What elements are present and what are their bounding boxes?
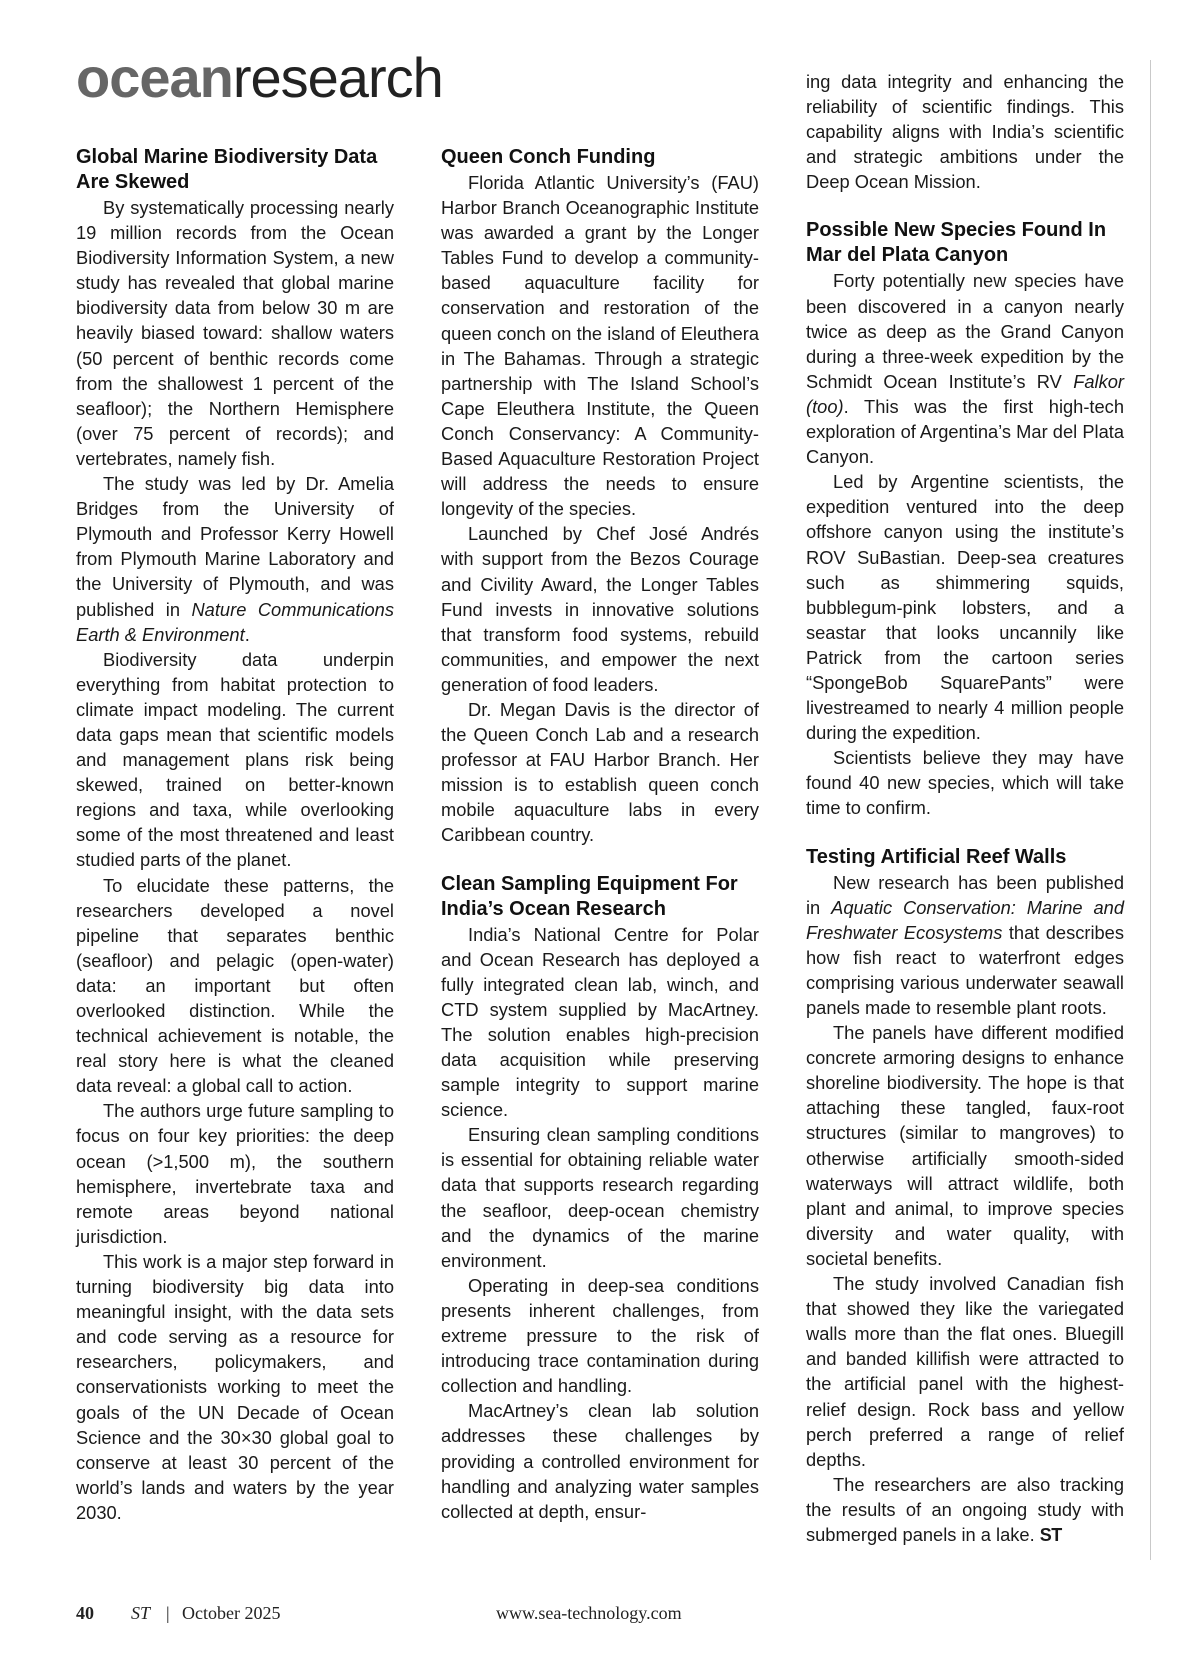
page-edge-rule bbox=[1150, 60, 1151, 1560]
article-artificial-reef-walls bbox=[806, 845, 1124, 1549]
paragraph: Scientists believe they may have found 40 new species, which will take time to confirm. bbox=[806, 747, 1124, 819]
article-title: Possible New Species Found In Mar del Plata Canyon bbox=[806, 219, 1107, 267]
paragraph: The panels have different modified concrete armoring designs to enhance shoreline biodiversity. The hope is that attaching these tangled, faux-root structures (similar to mangroves) to otherwise artificially smooth-sided waterways will attract wildlife, both plant and animal, to improve species diversity and water quality, with societal benefits. bbox=[806, 1022, 1124, 1269]
article-new-species-mar-del-plata bbox=[806, 218, 1124, 820]
paragraph: The authors urge future sampling to focus on four key priorities: the deep ocean (>1,500 m), the southern hemisphere, invertebrate taxa and remote areas beyond national jurisdiction. bbox=[76, 1100, 394, 1247]
website-url: www.sea-technology.com bbox=[496, 1603, 682, 1623]
paragraph-text-tail: . This was the first high-tech exploration of Argentina’s Mar del Plata Canyon. bbox=[806, 395, 1124, 468]
section-masthead bbox=[76, 48, 443, 108]
paragraph bbox=[806, 1472, 1124, 1548]
article-title: Queen Conch Funding bbox=[441, 146, 656, 168]
paragraph: Biodiversity data underpin everything from habitat protection to climate impact modeling. The current data gaps mean that scientific models and management plans risk being skewed, trained on better-known regions and taxa, while overlooking some of the most threatened and least studied parts of the planet. bbox=[76, 648, 394, 871]
masthead-research: research bbox=[232, 46, 443, 109]
paragraph: By systematically processing nearly 19 million records from the Ocean Biodiversity Information System, a new study has revealed that global marine biodiversity data from below 30 m are heavily biased toward: shallow waters (50 percent of benthic records come from the shallowest 1 percent of the seafloor); the Northern Hemisphere (over 75 percent of records); and vertebrates, namely fish. bbox=[76, 197, 394, 469]
journal-name: Aquatic Conservation: Marine and Freshwater Ecosystems bbox=[806, 896, 1124, 943]
page-number: 40 bbox=[76, 1603, 94, 1623]
paragraph: India’s National Centre for Polar and Ocean Research has deployed a fully integrated clean lab, winch, and CTD system supplied by MacArtney. The solution enables high-precision data acquisition while preserving sample integrity to support marine science. bbox=[441, 923, 759, 1121]
paragraph: MacArtney’s clean lab solution addresses these challenges by providing a controlled environment for handling and analyzing water samples collected at depth, ensur- bbox=[441, 1400, 759, 1522]
paragraph-text: Forty potentially new species have been discovered in a canyon nearly twice as deep as the Grand Canyon during a three-week expedition by the Schmidt Ocean Institute’s RV bbox=[806, 270, 1124, 392]
journal-name: Nature Communications Earth & Environment bbox=[76, 598, 394, 645]
article-title: Global Marine Biodiversity Data Are Skewed bbox=[76, 146, 378, 193]
column-1 bbox=[76, 145, 394, 1525]
column-3 bbox=[806, 69, 1124, 1548]
paragraph: Florida Atlantic University’s (FAU) Harbor Branch Oceanographic Institute was awarded a grant by the Longer Tables Fund to develop a community-based aquaculture facility for conservation and restoration of the queen conch on the island of Eleuthera in The Bahamas. Through a strategic partnership with The Island School’s Cape Eleuthera Institute, the Queen Conch Conservancy: A Community-Based Aquaculture Restoration Project will address the needs to ensure longevity of the species. bbox=[441, 172, 759, 520]
paragraph-continuation: ing data integrity and enhancing the reliability of scientific findings. This capability aligns with India’s scientific and strategic ambitions under the Deep Ocean Mission. bbox=[806, 71, 1124, 193]
masthead-ocean: ocean bbox=[76, 46, 233, 109]
paragraph: The study was led by Dr. Amelia Bridges from the University of Plymouth and Professor Kerry Howell from Plymouth Marine Laboratory and the University of Plymouth, and was published in Nature Communications Earth & Environment. bbox=[76, 473, 394, 645]
paragraph bbox=[806, 870, 1124, 1021]
paragraph: Operating in deep-sea conditions presents inherent challenges, from extreme pressure to the risk of introducing trace contamination during collection and handling. bbox=[441, 1274, 759, 1397]
paragraph: Led by Argentine scientists, the expedition ventured into the deep offshore canyon using the institute’s ROV SuBastian. Deep-sea creatures such as shimmering squids, bubblegum-pink lobsters, and a seastar that looks uncannily like Patrick from the cartoon series “SpongeBob SquarePants” were livestreamed to nearly 4 million people during the expedition. bbox=[806, 471, 1124, 744]
paragraph-text: New research has been published in bbox=[806, 871, 1124, 918]
paragraph: Launched by Chef José Andrés with support from the Bezos Courage and Civility Award, the Longer Tables Fund invests in innovative solutions that transform food systems, rebuild communities, and empower the next generation of food leaders. bbox=[441, 523, 759, 695]
paragraph-text: The study was led by Dr. Amelia Bridges from the University of Plymouth and Professor Kerry Howell from Plymouth Marine Laboratory and the University of Plymouth, and was published in bbox=[76, 473, 394, 620]
end-mark: ST bbox=[1039, 1524, 1062, 1545]
paragraph-text: The researchers are also tracking the results of an ongoing study with submerged panels in a lake. bbox=[806, 1473, 1124, 1545]
footer-separator: | bbox=[166, 1603, 170, 1623]
article-spacer bbox=[806, 821, 1124, 845]
article-spacer bbox=[806, 194, 1124, 218]
article-title: Clean Sampling Equipment For India’s Ocean Research bbox=[441, 872, 738, 920]
article-spacer bbox=[441, 848, 759, 872]
paragraph-text-tail: that describes how fish react to waterfront edges comprising various underwater seawall panels made to resemble plant roots. bbox=[806, 921, 1124, 1018]
paragraph: The study involved Canadian fish that showed they like the variegated walls more than the flat ones. Bluegill and banded killifish were attracted to the artificial panel with the highest-relief design. Rock bass and yellow perch preferred a range of relief depths. bbox=[806, 1273, 1124, 1470]
vessel-name: Falkor (too) bbox=[806, 370, 1124, 417]
issue-date: October 2025 bbox=[182, 1603, 281, 1623]
magazine-abbrev: ST bbox=[131, 1603, 151, 1623]
column-2 bbox=[441, 145, 759, 1524]
article-clean-sampling-equipment bbox=[441, 872, 759, 1524]
paragraph: Dr. Megan Davis is the director of the Queen Conch Lab and a research professor at FAU Harbor Branch. Her mission is to establish queen conch mobile aquaculture labs in every Caribbean country. bbox=[441, 698, 759, 846]
paragraph: Ensuring clean sampling conditions is essential for obtaining reliable water data that supports research regarding the seafloor, deep-ocean chemistry and the dynamics of the marine environment. bbox=[441, 1124, 759, 1271]
paragraph: This work is a major step forward in turning biodiversity big data into meaningful insight, with the data sets and code serving as a resource for researchers, policymakers, and conservationists working to meet the goals of the UN Decade of Ocean Science and the 30×30 global goal to conserve at least 30 percent of the world’s lands and waters by the year 2030. bbox=[76, 1250, 394, 1523]
article-title: Testing Artificial Reef Walls bbox=[806, 845, 1067, 868]
paragraph bbox=[806, 268, 1124, 469]
article-queen-conch-funding bbox=[441, 145, 759, 848]
article-global-marine-biodiversity bbox=[76, 145, 394, 1525]
paragraph: To elucidate these patterns, the researchers developed a novel pipeline that separates benthic (seafloor) and pelagic (open-water) data: an important but often overlooked distinction. While the technical achievement is notable, the real story here is what the cleaned data reveal: a global call to action. bbox=[76, 874, 394, 1097]
page-footer bbox=[76, 1603, 1116, 1627]
